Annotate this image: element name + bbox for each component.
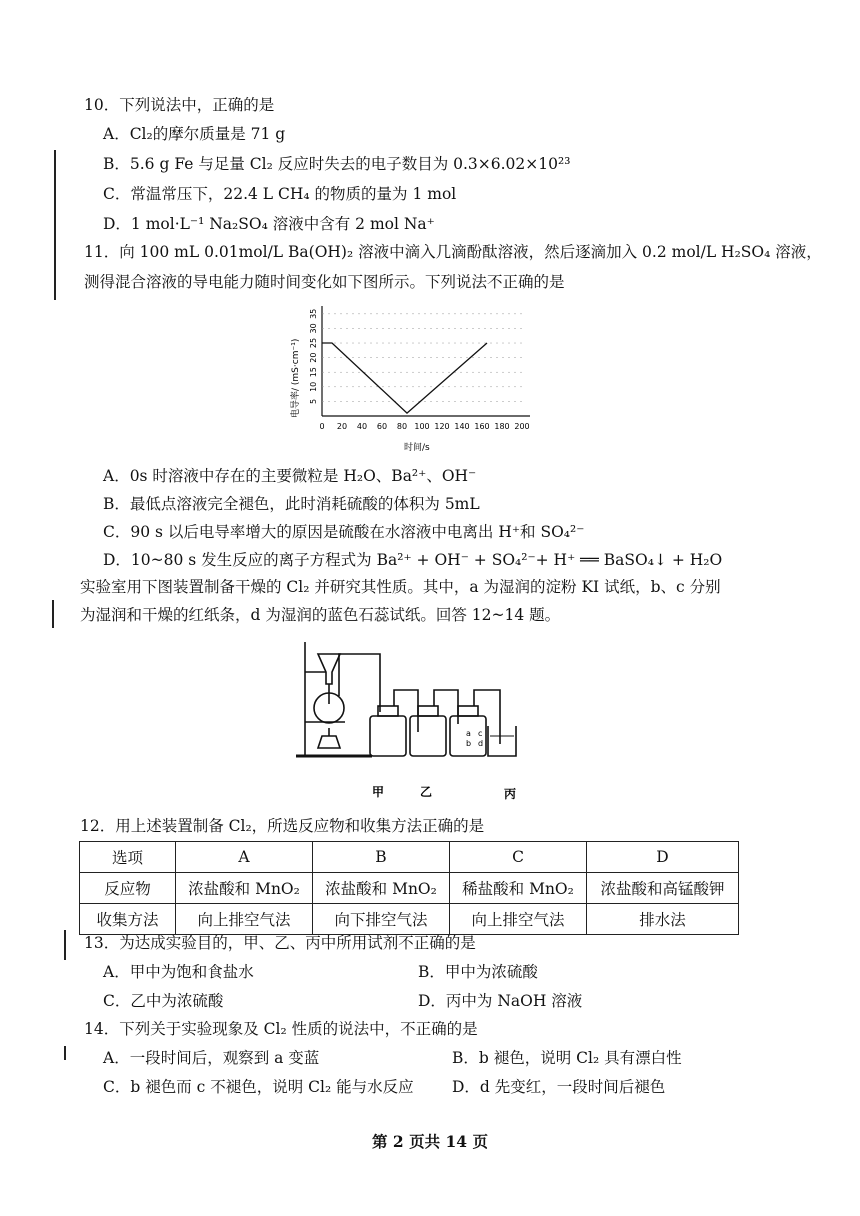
q11-option-b: B．最低点溶液完全褪色，此时消耗硫酸的体积为 5mL bbox=[103, 495, 480, 513]
table-cell: 选项 bbox=[80, 842, 176, 873]
chart-x-tick-label: 80 bbox=[396, 422, 408, 431]
q11-option-d: D．10~80 s 发生反应的离子方程式为 Ba²⁺ + OH⁻ + SO₄²⁻+ H⁺ ══ BaSO₄↓ + H₂O bbox=[103, 551, 723, 569]
conductivity-chart bbox=[0, 298, 860, 458]
q13-option-b: B．甲中为浓硫酸 bbox=[418, 963, 538, 981]
chart-y-tick-label: 30 bbox=[309, 323, 318, 334]
q10-option-a: A．Cl₂的摩尔质量是 71 g bbox=[103, 125, 286, 143]
table-cell: 反应物 bbox=[80, 873, 176, 904]
q11-option-a: A．0s 时溶液中存在的主要微粒是 H₂O、Ba²⁺、OH⁻ bbox=[103, 467, 477, 485]
chart-x-tick-label: 60 bbox=[376, 422, 388, 431]
table-cell: 排水法 bbox=[587, 904, 739, 935]
chart-x-tick-label: 100 bbox=[414, 422, 430, 431]
q14-option-b: B．b 褪色，说明 Cl₂ 具有漂白性 bbox=[452, 1049, 682, 1067]
label-a: a bbox=[466, 729, 471, 738]
q14-option-d: D．d 先变红，一段时间后褪色 bbox=[452, 1078, 666, 1096]
beaker-bing bbox=[488, 726, 516, 756]
q12-options-table bbox=[79, 841, 739, 935]
q11-stem-line2: 测得混合溶液的导电能力随时间变化如下图所示。下列说法不正确的是 bbox=[84, 273, 565, 291]
table-header-row bbox=[80, 842, 739, 873]
chart-x-tick-label: 180 bbox=[494, 422, 510, 431]
q10-option-c: C．常温常压下，22.4 L CH₄ 的物质的量为 1 mol bbox=[103, 185, 457, 203]
table-cell: 稀盐酸和 MnO₂ bbox=[450, 873, 587, 904]
table-row bbox=[80, 873, 739, 904]
label-d: d bbox=[478, 739, 484, 748]
chart-y-tick-label: 15 bbox=[309, 367, 318, 378]
table-cell: 浓盐酸和 MnO₂ bbox=[176, 873, 313, 904]
margin-mark bbox=[54, 150, 56, 300]
intro-line1: 实验室用下图装置制备干燥的 Cl₂ 并研究其性质。其中，a 为湿润的淀粉 KI 试纸，b、c 分别 bbox=[80, 578, 721, 596]
dropping-funnel bbox=[318, 654, 340, 684]
q10-option-d: D．1 mol·L⁻¹ Na₂SO₄ 溶液中含有 2 mol Na⁺ bbox=[103, 215, 435, 233]
apparatus-diagram bbox=[0, 632, 860, 807]
intro-line2: 为湿润和干燥的红纸条，d 为湿润的蓝色石蕊试纸。回答 12~14 题。 bbox=[80, 606, 561, 624]
label-bing: 丙 bbox=[504, 787, 517, 801]
chart-y-tick-label: 35 bbox=[309, 308, 318, 319]
chart-y-tick-label: 25 bbox=[309, 337, 318, 349]
chart-x-axis-label: 时间/s bbox=[404, 443, 430, 453]
collection-bottle-neck bbox=[458, 706, 478, 716]
table-cell: 向上排空气法 bbox=[450, 904, 587, 935]
q13-option-c: C．乙中为浓硫酸 bbox=[103, 992, 224, 1010]
label-b: b bbox=[466, 739, 472, 748]
table-cell: A bbox=[176, 842, 313, 873]
table-cell: 向下排空气法 bbox=[313, 904, 450, 935]
page-number: 第 2 页共 14 页 bbox=[372, 1132, 488, 1151]
table-cell: B bbox=[313, 842, 450, 873]
table-cell: 收集方法 bbox=[80, 904, 176, 935]
table-cell: D bbox=[587, 842, 739, 873]
q14-option-c: C．b 褪色而 c 不褪色，说明 Cl₂ 能与水反应 bbox=[103, 1078, 414, 1096]
q14-option-a: A．一段时间后，观察到 a 变蓝 bbox=[103, 1049, 320, 1067]
chart-y-axis-label: 电导率/ (mS·cm⁻¹) bbox=[291, 338, 301, 418]
q11-stem-line1: 11．向 100 mL 0.01mol/L Ba(OH)₂ 溶液中滴入几滴酚酞溶液，然后逐滴加入 0.2 mol/L H₂SO₄ 溶液， bbox=[84, 243, 822, 261]
chart-series-line bbox=[322, 343, 487, 413]
margin-mark bbox=[64, 1046, 66, 1060]
label-jia: 甲 bbox=[372, 785, 385, 799]
chart-x-tick-label: 40 bbox=[356, 422, 368, 431]
margin-mark bbox=[64, 930, 66, 960]
table-cell: 向上排空气法 bbox=[176, 904, 313, 935]
q13-stem: 13．为达成实验目的，甲、乙、丙中所用试剂不正确的是 bbox=[84, 934, 476, 952]
chart-y-tick-label: 5 bbox=[309, 398, 318, 404]
chart-x-tick-label: 160 bbox=[474, 422, 490, 431]
q10-stem: 10．下列说法中，正确的是 bbox=[84, 96, 275, 114]
table-cell: 浓盐酸和高锰酸钾 bbox=[587, 873, 739, 904]
chart-y-tick-label: 10 bbox=[309, 381, 318, 392]
q10-option-b: B．5.6 g Fe 与足量 Cl₂ 反应时失去的电子数目为 0.3×6.02×10²³ bbox=[103, 155, 571, 173]
q14-stem: 14．下列关于实验现象及 Cl₂ 性质的说法中，不正确的是 bbox=[84, 1020, 478, 1038]
alcohol-lamp bbox=[318, 736, 340, 748]
wash-bottle-jia bbox=[370, 716, 406, 756]
drying-bottle-yi bbox=[410, 716, 446, 756]
chart-x-tick-label: 140 bbox=[454, 422, 470, 431]
margin-mark bbox=[52, 600, 54, 628]
q13-option-d: D．丙中为 NaOH 溶液 bbox=[418, 992, 583, 1010]
table-row bbox=[80, 904, 739, 935]
q12-stem: 12．用上述装置制备 Cl₂，所选反应物和收集方法正确的是 bbox=[80, 817, 485, 835]
bottle-yi-neck bbox=[418, 706, 438, 716]
table-cell: C bbox=[450, 842, 587, 873]
q13-option-a: A．甲中为饱和食盐水 bbox=[103, 963, 254, 981]
bottle-jia-neck bbox=[378, 706, 398, 716]
chart-x-tick-label: 20 bbox=[336, 422, 348, 431]
delivery-tube bbox=[339, 654, 380, 712]
table-cell: 浓盐酸和 MnO₂ bbox=[313, 873, 450, 904]
chart-x-tick-label: 0 bbox=[319, 422, 325, 431]
label-c: c bbox=[478, 729, 483, 738]
chart-y-tick-label: 20 bbox=[309, 352, 318, 363]
label-yi: 乙 bbox=[420, 785, 433, 799]
chart-x-tick-label: 200 bbox=[514, 422, 530, 431]
q11-option-c: C．90 s 以后电导率增大的原因是硫酸在水溶液中电离出 H⁺和 SO₄²⁻ bbox=[103, 523, 585, 541]
chart-x-tick-label: 120 bbox=[434, 422, 450, 431]
